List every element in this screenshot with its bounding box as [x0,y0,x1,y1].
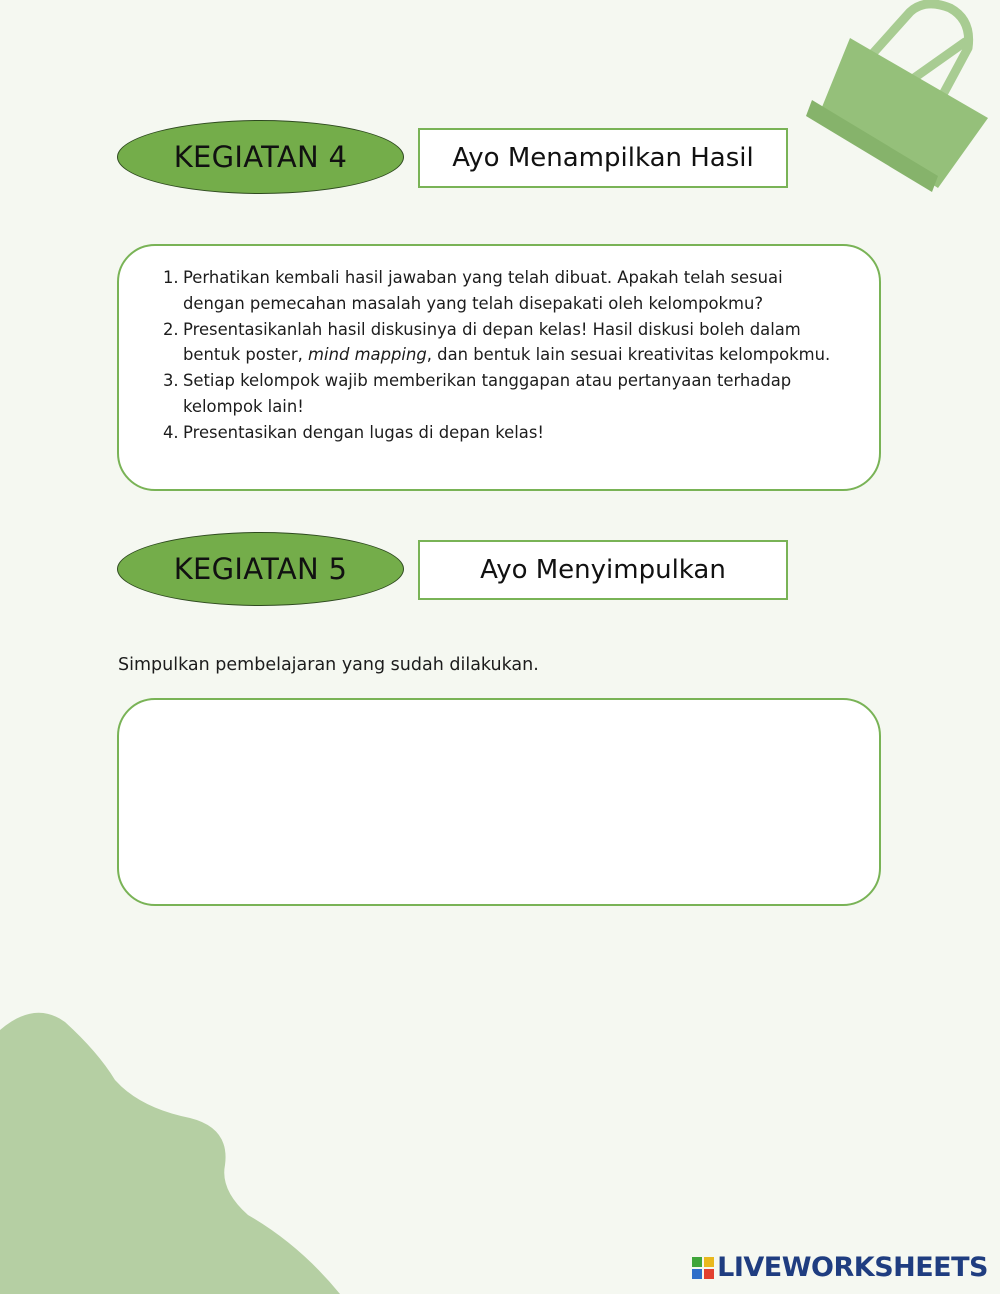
instruction-text-part: Presentasikanlah hasil diskusinya di depan kelas! Hasil diskusi boleh dalam bentuk poster, [183,319,801,365]
instruction-text: Setiap kelompok wajib memberikan tanggapan atau pertanyaan terhadap kelompok lain! [183,371,792,416]
instruction-item [163,265,849,317]
instruction-item [163,317,849,369]
kegiatan-5-title: Ayo Menyimpulkan [480,555,726,585]
decorative-blob [0,1000,360,1294]
instructions-list [119,246,879,446]
liveworksheets-logo-icon [692,1257,714,1279]
binder-clip-icon [790,0,1000,200]
instructions-box [117,244,881,491]
kegiatan-5-title-box [418,540,788,600]
instruction-number: 4. [163,422,179,442]
instruction-text: Presentasikan dengan lugas di depan kelas! [183,422,544,442]
instruction-number: 3. [163,371,179,391]
instruction-item [163,368,849,420]
conclusion-answer-box[interactable] [117,698,881,906]
kegiatan-4-badge [117,120,404,194]
liveworksheets-brand [692,1252,988,1283]
brand-name: LIVEWORKSHEETS [717,1252,988,1283]
instruction-text: Perhatikan kembali hasil jawaban yang telah dibuat. Apakah telah sesuai dengan pemecahan masalah yang telah disepakati oleh kelompokmu? [183,268,783,313]
kegiatan-4-badge-label: KEGIATAN 4 [173,140,348,174]
instruction-number: 1. [163,268,179,287]
kegiatan-5-badge-label: KEGIATAN 5 [173,552,348,586]
instruction-number: 2. [163,319,179,339]
kegiatan-4-title-box [418,128,788,188]
instruction-text-italic: mind mapping [308,345,427,365]
conclusion-prompt: Simpulkan pembelajaran yang sudah dilakukan. [118,655,539,675]
kegiatan-4-title: Ayo Menampilkan Hasil [452,143,754,173]
kegiatan-5-badge [117,532,404,606]
instruction-text [183,317,849,369]
instruction-text-part: , dan bentuk lain sesuai kreativitas kelompokmu. [426,345,831,365]
instruction-item [163,420,849,446]
